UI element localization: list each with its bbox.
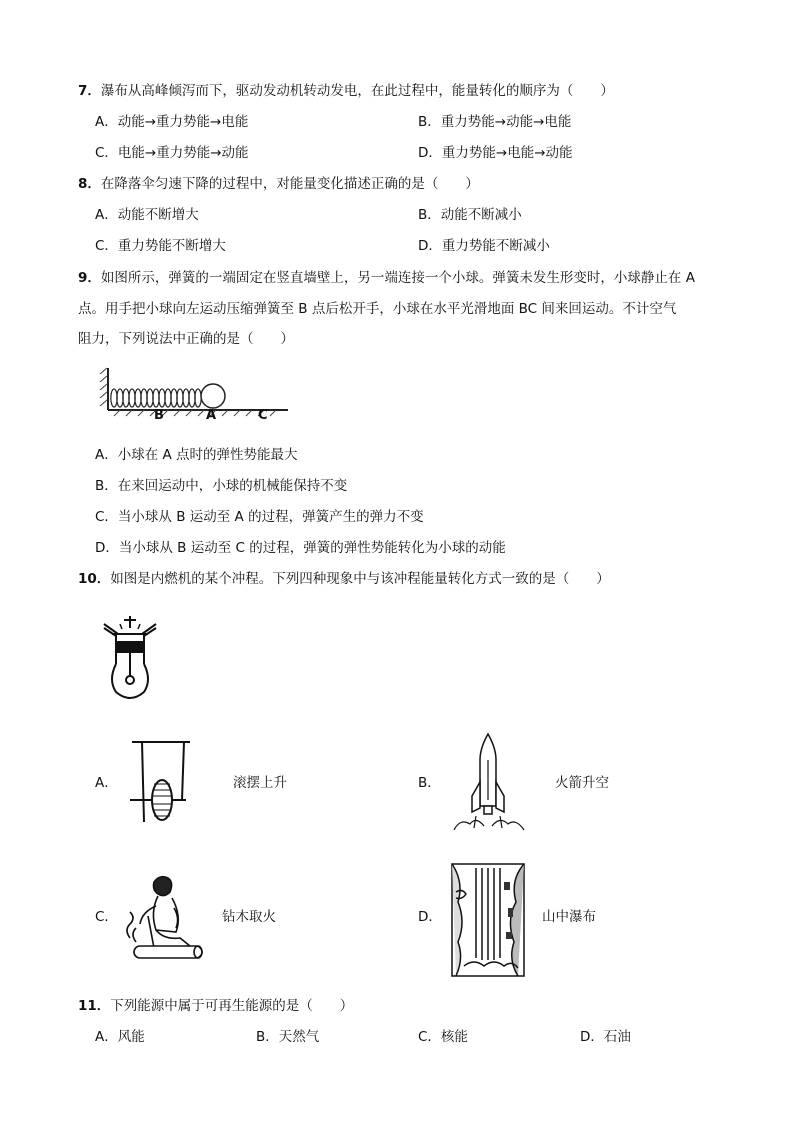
q11-option-d: D．石油 xyxy=(580,1029,631,1045)
q10-option-b-caption: 火箭升空 xyxy=(555,775,609,791)
q10-option-d-caption: 山中瀑布 xyxy=(542,909,596,925)
q10-option-c-caption: 钻木取火 xyxy=(222,909,276,925)
label-c: C xyxy=(258,408,268,423)
q7-text: 瀑布从高峰倾泻而下，驱动发动机转动发电，在此过程中，能量转化的顺序为（ ） xyxy=(100,83,614,99)
q8-option-d: D．重力势能不断减小 xyxy=(418,238,550,254)
q11-text: 下列能源中属于可再生能源的是（ ） xyxy=(110,998,354,1014)
q10-option-a-letter: A． xyxy=(95,775,118,791)
fire-drilling-icon xyxy=(120,872,212,964)
q9-option-d: D．当小球从 B 运动至 C 的过程，弹簧的弹性势能转化为小球的动能 xyxy=(95,540,506,556)
q7-number: 7． xyxy=(78,83,101,99)
q8-text: 在降落伞匀速下降的过程中，对能量变化描述正确的是（ ） xyxy=(100,176,479,192)
q7-stem xyxy=(78,81,614,101)
q7-option-c: C．电能→重力势能→动能 xyxy=(95,145,249,161)
q8-stem xyxy=(78,174,479,194)
q9-stem-line-1 xyxy=(78,268,695,288)
q9-text-1: 如图所示，弹簧的一端固定在竖直墙壁上，另一端连接一个小球。弹簧未发生形变时，小球静止在 A xyxy=(100,270,695,286)
label-a: A xyxy=(206,408,217,423)
spring-ball-figure xyxy=(96,364,292,428)
engine-stroke-icon xyxy=(100,614,160,702)
rolling-pendulum-icon xyxy=(126,738,194,834)
q8-option-b: B．动能不断减小 xyxy=(418,207,522,223)
q11-number: 11． xyxy=(78,998,111,1014)
q8-option-c: C．重力势能不断增大 xyxy=(95,238,226,254)
q9-option-c: C．当小球从 B 运动至 A 的过程，弹簧产生的弹力不变 xyxy=(95,509,424,525)
q7-option-d: D．重力势能→电能→动能 xyxy=(418,145,573,161)
q8-option-a: A．动能不断增大 xyxy=(95,207,199,223)
q11-option-b: B．天然气 xyxy=(256,1029,320,1045)
q10-option-c-letter: C． xyxy=(95,909,118,925)
q10-number: 10． xyxy=(78,571,111,587)
q9-option-a: A．小球在 A 点时的弹性势能最大 xyxy=(95,447,298,463)
q7-option-b: B．重力势能→动能→电能 xyxy=(418,114,572,130)
q9-number: 9． xyxy=(78,270,101,286)
q9-option-b: B．在来回运动中，小球的机械能保持不变 xyxy=(95,478,348,494)
q8-number: 8． xyxy=(78,176,101,192)
q10-text: 如图是内燃机的某个冲程。下列四种现象中与该冲程能量转化方式一致的是（ ） xyxy=(110,571,610,587)
q11-option-c: C．核能 xyxy=(418,1029,468,1045)
q9-stem-line-2: 点。用手把小球向左运动压缩弹簧至 B 点后松开手，小球在水平光滑地面 BC 间来回运动。不计空气 xyxy=(78,301,677,317)
waterfall-icon xyxy=(448,862,528,978)
q7-option-a: A．动能→重力势能→电能 xyxy=(95,114,249,130)
rocket-icon xyxy=(446,730,530,834)
q9-stem-line-3: 阻力，下列说法中正确的是（ ） xyxy=(78,331,294,347)
label-b: B xyxy=(154,408,164,423)
q10-stem xyxy=(78,569,610,589)
q11-stem xyxy=(78,996,353,1016)
q10-option-d-letter: D． xyxy=(418,909,442,925)
q11-option-a: A．风能 xyxy=(95,1029,145,1045)
q10-option-a-caption: 滚摆上升 xyxy=(233,775,287,791)
q10-option-b-letter: B． xyxy=(418,775,441,791)
